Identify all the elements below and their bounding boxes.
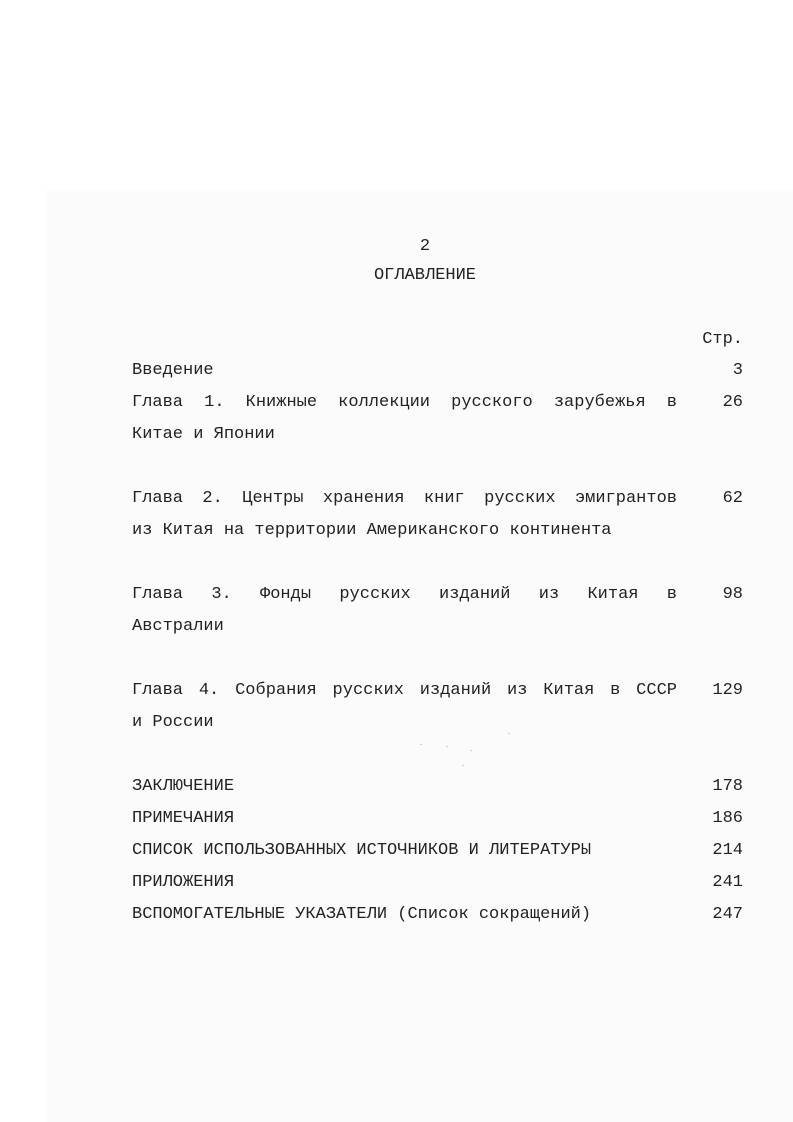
toc-entry-chapter-3	[132, 579, 677, 643]
page-title: ОГЛАВЛЕНИЕ	[373, 266, 477, 285]
toc-entry-page: 241	[712, 873, 743, 892]
toc-entry-chapter-2	[132, 483, 677, 547]
scan-speck	[420, 744, 422, 745]
toc-entry-indexes	[132, 899, 677, 931]
toc-entry-chapter-1	[132, 387, 677, 451]
toc-entry-page: 62	[722, 489, 743, 508]
toc-entry-text: Китае и Японии	[132, 425, 275, 444]
toc-entry-bibliography	[132, 835, 677, 867]
toc-entry-text: Глава 4. Собрания русских изданий из Китая в СССР	[132, 681, 677, 700]
toc-entry-page: 98	[722, 585, 743, 604]
toc-entry-page: 214	[712, 841, 743, 860]
toc-entry-conclusion	[132, 771, 677, 803]
toc-entry-text: из Китая на территории Американского континента	[132, 521, 612, 540]
toc-entry-page: 186	[712, 809, 743, 828]
toc-entry-page: 247	[712, 905, 743, 924]
toc-entry-text: СПИСОК ИСПОЛЬЗОВАННЫХ ИСТОЧНИКОВ И ЛИТЕРАТУРЫ	[132, 841, 592, 860]
scan-speck	[470, 750, 472, 751]
toc-entry-text: ВСПОМОГАТЕЛЬНЫЕ УКАЗАТЕЛИ (Список сокращений)	[132, 905, 592, 924]
toc-entry-text: Глава 3. Фонды русских изданий из Китая в	[132, 585, 677, 604]
page-number: 2	[419, 237, 431, 256]
toc-entry-text: Глава 2. Центры хранения книг русских эмигрантов	[132, 489, 677, 508]
toc-entry-chapter-4	[132, 675, 677, 739]
toc-entry-text: ПРИЛОЖЕНИЯ	[132, 873, 235, 892]
toc-entry-text: ЗАКЛЮЧЕНИЕ	[132, 777, 235, 796]
scan-speck	[508, 733, 510, 734]
page-column-header: Стр.	[702, 330, 743, 349]
scan-speck	[462, 765, 464, 766]
toc-entry-page: 3	[732, 361, 743, 380]
toc-entry-introduction	[132, 355, 677, 387]
toc-entry-text: Австралии	[132, 617, 224, 636]
toc-entry-appendices	[132, 867, 677, 899]
toc-entry-text: Введение	[132, 361, 214, 380]
toc-entry-page: 178	[712, 777, 743, 796]
toc-entry-text: и России	[132, 713, 214, 732]
toc-entry-text: Глава 1. Книжные коллекции русского зарубежья в	[132, 393, 677, 412]
toc-entry-page: 26	[722, 393, 743, 412]
scan-speck	[446, 746, 448, 747]
toc-entry-text: ПРИМЕЧАНИЯ	[132, 809, 235, 828]
toc-entry-page: 129	[712, 681, 743, 700]
toc-entry-notes	[132, 803, 677, 835]
